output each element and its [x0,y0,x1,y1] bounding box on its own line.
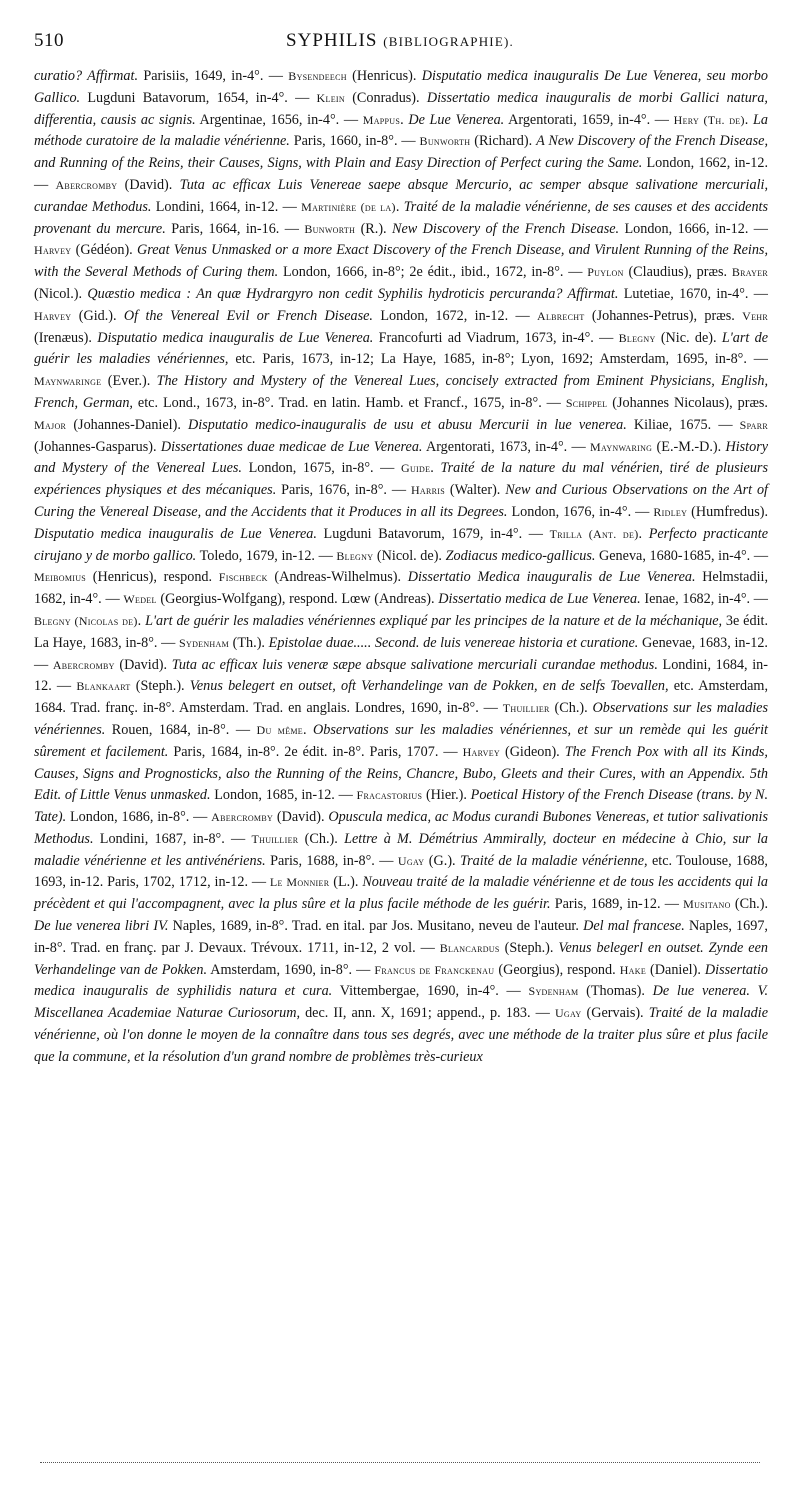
citation-text: etc. Paris, 1673, in-12; La Haye, 1685, in-8°; Lyon, 1692; Amsterdam, 1695, in-8°. — [228,351,768,368]
citation-text: (Nic. de). [655,329,722,346]
author-name: Maynwaring [590,439,653,454]
author-name: Thuillier [502,701,550,716]
citation-text: (Johannes Nicolaus), præs. [607,394,768,411]
work-title: Disputatio medica inauguralis de Lue Venerea. [97,329,374,346]
citation-text: Parisiis, 1649, in-4°. — [138,68,289,84]
work-title: New and Curious Observations on the Art of Curing the Venereal Disease, and the Accidents that it Produces in all its Degrees. [34,482,768,520]
citation-text: Lugduni Batavorum, 1654, in-4°. — [80,89,317,106]
author-name: Blancardus [439,940,500,955]
author-name: Du même [256,722,303,737]
work-title: L'art de guérir les maladies vénériennes expliqué par les principes de la nature et de la méchanique, [145,612,723,629]
author-name: Ridley [653,504,688,519]
author-name: Major [34,417,67,432]
work-title: The French Pox with all its Kinds, Causes, Signs and Prognosticks, also the Running of the Reins, Chancre, Bubo, Gleets and their Cures, with an Appendix. 5th Edit. of Little Venus unmasked. [34,743,768,804]
work-title: The History and Mystery of the Venereal Lues, concisely extracted from Eminent Physicians, English, French, German, [34,373,768,411]
citation-text: . [638,525,649,542]
citation-text: Paris, 1688, in-8°. — [265,852,398,869]
citation-text: (Richard). [470,133,537,150]
work-title: La méthode curatoire de la maladie vénérienne. [34,111,768,150]
citation-text: Amsterdam, 1690, in-8°. — [207,961,375,978]
work-title: Tuta ac efficax Luis Venereae saepe absque Mercurio, ac semper absque salivatione mercuriali, curandae Methodus. [34,176,769,215]
work-title: Venus belegerl en outset. Zynde een Verhandelinge van de Pokken. [34,939,768,978]
citation-text: London, 1685, in-12. — [210,787,357,804]
citation-text: (Conradus). [344,89,427,106]
citation-text: Paris, 1689, in-12. — [550,896,684,913]
citation-text: Paris, 1684, in-8°. 2e édit. in-8°. Paris, 1707. — [168,743,463,760]
footer-dotted-rule [40,1462,760,1463]
author-name: Bunworth [419,134,471,149]
citation-text: London, 1662, in-12. — [34,155,768,193]
citation-text: (Johannes-Petrus), præs. [584,307,743,324]
work-title: De Lue Venerea. [408,111,505,128]
work-title: Disputatio medico-inauguralis de usu et abusu Mercurii in lue venerea. [188,416,627,433]
citation-text: . [303,721,314,738]
running-title-main: SYPHILIS [286,30,378,51]
author-name: Bysendeech [288,69,347,83]
citation-text: (Walter). [444,482,506,499]
running-header [34,30,766,60]
author-name: Maynwaringe [34,374,102,389]
citation-text: Argentorati, 1673, in-4°. — [422,438,590,455]
author-name: Hery (Th. de) [673,112,745,127]
citation-text: . [744,111,754,128]
author-name: Vehr [742,308,768,323]
author-name: Sparr [739,417,768,432]
author-name: Le Monnier [269,875,330,890]
author-name: Sydenham [179,635,229,650]
citation-text: (Humfredus). [687,503,769,520]
citation-text: London, 1675, in-8°. — [241,460,401,477]
citation-text: (Andreas-Wilhelmus). [267,569,408,586]
work-title: Dissertationes duae medicae de Lue Venerea. [160,438,423,455]
citation-text: (G.). [424,852,461,869]
citation-text: (Ch.). [730,896,768,913]
citation-text: Londini, 1684, in-12. — [34,656,769,695]
author-name: Abercromby [52,657,115,672]
work-title: Traité de la nature du mal vénérien, tiré de plusieurs expériences physiques et des mécaniques. [34,460,768,499]
citation-text: (David). [117,176,180,193]
citation-text: Genevae, 1683, in-12. — [34,634,768,673]
author-name: Musitano [683,897,731,912]
citation-text: Argentorati, 1659, in-4°. — [504,111,674,128]
citation-text: (Johannes-Daniel). [66,416,189,433]
citation-text: Naples, 1697, in-8°. Trad. en franç. par J. Devaux. Trévoux. 1711, in-12, 2 vol. — [34,918,768,956]
citation-text: . [395,198,404,215]
citation-text: Paris, 1664, in-16. — [165,220,305,237]
author-name: Blankaart [76,679,131,694]
work-title: History and Mystery of the Venereal Lues. [34,438,769,477]
citation-text: (Georgius-Wolfgang), respond. Lœw (Andreas). [156,591,439,608]
work-title: De lue venerea. V. Miscellanea Academiae Naturae Curiosorum, [34,983,768,1022]
citation-text: (Claudius), præs. [623,264,732,281]
author-name: Harris [410,483,445,498]
citation-text: (Johannes-Gasparus). [34,438,161,455]
citation-text: (Thomas). [578,983,653,1000]
citation-text: (Th.). [228,634,269,651]
author-name: Ugay [554,1006,582,1021]
work-title: Observations sur les maladies vénériennes, et sur un remède qui les guérit sûrement et facilement. [34,721,769,760]
citation-text: (Steph.). [130,678,190,695]
author-name: Harvey [34,243,72,258]
citation-text: (Georgius), respond. [494,961,620,978]
work-title: Opuscula medica, ac Modus curandi Bubones Venereas, et tutior salivationis Methodus. [34,809,768,847]
author-name: Fischbeck [218,570,268,585]
author-name: Abercromby [211,810,274,825]
citation-text: (Irenæus). [34,329,98,346]
citation-text: Paris, 1676, in-8°. — [276,482,411,499]
work-title: Disputatio medica inauguralis De Lue Venerea, seu morbo Gallico. [34,68,768,106]
author-name: Ugay [397,853,425,868]
author-name: Blegny [618,330,656,345]
work-title: A New Discovery of the French Disease, and Running of the Reins, their Causes, Signs, with Plain and Easy Direction of Perfect curing the Same. [34,133,768,172]
work-title: New Discovery of the French Disease. [392,220,620,237]
citation-text: London, 1672, in-12. — [372,307,537,324]
work-title: Traité de la maladie vénérienne, [460,852,648,869]
work-title: Dissertatio Medica inauguralis de Lue Venerea. [407,569,696,586]
citation-text: Helmstadii, 1682, in-4°. — [34,569,768,608]
citation-text: Francofurti ad Viadrum, 1673, in-4°. — [373,329,619,346]
citation-text: Lutetiae, 1670, in-4°. — [618,285,768,302]
author-name: Sydenham [528,984,579,999]
work-title: Perfecto practicante cirujano y de morbo gallico. [34,525,768,564]
author-name: Trilla (Ant. de) [549,526,639,541]
citation-text: (Ch.). [549,700,593,717]
citation-text: etc. Toulouse, 1688, 1693, in-12. Paris, 1702, 1712, in-12. — [34,852,768,891]
citation-text: Lugduni Batavorum, 1679, in-4°. — [316,525,550,542]
running-title-subtitle: (BIBLIOGRAPHIE). [383,34,514,49]
citation-text: Londini, 1664, in-12. — [151,198,302,215]
citation-text: etc. Amsterdam, 1684. Trad. franç. in-8°. Amsterdam. Trad. en anglais. Londres, 1690, in-8°. — [34,678,768,717]
citation-text: (Gideon). [499,743,565,760]
citation-text: London, 1686, in-8°. — [66,809,212,826]
citation-text: Vittembergae, 1690, in-4°. — [332,983,529,1000]
citation-text: London, 1666, in-8°; 2e édit., ibid., 1672, in-8°. — [278,264,588,281]
author-name: Mappus [362,112,401,127]
work-title: Traité de la maladie vénérienne, où l'on donne le moyen de la connaître dans tous ses degrés, avec une méthode de la traiter plus sûre et plus facile que la commune, et la résolution d'un grand nombre de problèmes très-curieux [34,1005,768,1065]
work-title: Observations sur les maladies vénériennes. [34,700,768,738]
work-title: Dissertatio medica inauguralis de syphilidis natura et cura. [34,961,768,1000]
author-name: Wedel [123,592,157,607]
work-title: Traité de la maladie vénérienne, de ses causes et des accidents provenant du mercure. [34,198,769,237]
running-title [34,30,766,52]
citation-text: (Daniel). [646,961,705,978]
citation-text: (David). [273,809,329,826]
work-title: Zodiacus medico-gallicus. [445,547,596,564]
author-name: Schippel [565,395,608,410]
citation-text: . [430,460,441,477]
citation-text: London, 1676, in-4°. — [507,503,654,520]
citation-text: etc. Lond., 1673, in-8°. Trad. en latin. Hamb. et Francf., 1675, in-8°. — [132,394,566,411]
work-title: De lue venerea libri IV. [34,918,169,935]
citation-text: Kiliae, 1675. — [626,416,740,433]
citation-text: Paris, 1660, in-8°. — [289,133,420,150]
work-title: Disputatio medica inauguralis de Lue Venerea. [34,525,317,542]
citation-text: Ienae, 1682, in-4°. — [640,591,768,608]
citation-text: 3e édit. La Haye, 1683, in-8°. — [34,612,769,651]
work-title: Nouveau traité de la maladie vénérienne et de tous les accidents qui la précèdent et qui l'accompagnent, avec la plus sûre et la plus facile méthode de les guérir. [34,874,768,913]
work-title: Quæstio medica : An quæ Hydrargyro non cedit Syphilis hydroticis percuranda? Affirmat. [87,285,619,302]
author-name: Harvey [462,744,500,759]
author-name: Meibomius [34,570,87,585]
author-name: Bunworth [304,221,356,236]
citation-text: Londini, 1687, in-8°. — [93,830,252,847]
author-name: Brayer [731,265,768,280]
citation-text: (Henricus). [346,68,422,84]
citation-text: Geneva, 1680-1685, in-4°. — [595,547,769,564]
citation-text: . [400,111,409,128]
work-title: Epistolae duae..... Second. de luis venereae historia et curatione. [268,634,639,651]
citation-text: Naples, 1689, in-8°. Trad. en ital. par Jos. Musitano, neveu de l'auteur. [168,918,584,935]
author-name: Thuillier [251,831,299,846]
citation-text: (Gid.). [71,307,124,324]
citation-text: (Gervais). [581,1005,649,1022]
citation-text: (Nicol. de). [373,547,446,564]
work-title: Del mal francese. [583,918,685,935]
citation-text: dec. II, ann. X, 1691; append., p. 183. — [300,1005,555,1022]
citation-text: (Gédéon). [71,242,137,259]
work-title: Great Venus Unmasked or a more Exact Discovery of the French Disease, and Virulent Running of the Reins, with the Several Methods of Curing them. [34,242,769,281]
citation-text: (Nicol.). [34,285,88,302]
citation-text: (R.). [355,220,392,237]
citation-text: (Ch.). [298,830,345,847]
author-name: Klein [316,90,345,105]
citation-text: (E.-M.-D.). [652,438,726,455]
citation-text: (Henricus), respond. [86,569,219,586]
work-title: Dissertatio medica de Lue Venerea. [438,591,641,608]
work-title: Venus belegert en outset, oft Verhandelinge van de Pokken, en de selfs Toevallen, [189,678,669,695]
author-name: Abercromby [55,177,118,192]
author-name: Puylon [587,265,624,280]
citation-text: (David). [114,656,172,673]
author-name: Blegny [336,548,374,563]
citation-text: (Ever.). [101,373,157,390]
author-name: Fracastorius [356,788,423,803]
work-title: Dissertatio medica inauguralis de morbi Gallici natura, differentia, causis ac signis. [34,89,768,128]
work-title: L'art de guérir les maladies vénériennes, [34,329,768,368]
author-name: Blegny (Nicolas de) [34,613,138,628]
citation-text: London, 1666, in-12. — [619,220,768,237]
work-title: curatio? Affirmat. [34,68,139,84]
author-name: Hake [619,962,647,977]
citation-text: (L.). [329,874,363,891]
citation-text: Argentinae, 1656, in-4°. — [195,111,363,128]
work-title: Lettre à M. Démétrius Ammirally, docteur en médecine à Chio, sur la maladie vénérienne et les antivénériens. [34,830,769,869]
work-title: Of the Venereal Evil or French Disease. [123,307,373,324]
bibliography-paragraph [34,66,768,1069]
author-name: Martinière (de la) [301,199,396,214]
bibliography-text [34,66,768,1069]
author-name: Guide [401,461,431,476]
citation-text: Toledo, 1679, in-12. — [196,547,337,564]
citation-text: (Steph.). [499,939,559,956]
author-name: Harvey [34,308,72,323]
citation-text: . [137,612,146,629]
work-title: Poetical History of the French Disease (trans. by N. Tate). [34,787,768,826]
work-title: Tuta ac efficax luis veneræ sæpe absque salivatione mercuriali curandae methodus. [171,656,658,673]
citation-text: Rouen, 1684, in-8°. — [105,721,257,738]
author-name: Francus de Franckenau [374,962,495,977]
citation-text: (Hier.). [422,787,471,804]
page-number: 510 [34,30,64,51]
author-name: Albrecht [537,308,585,323]
